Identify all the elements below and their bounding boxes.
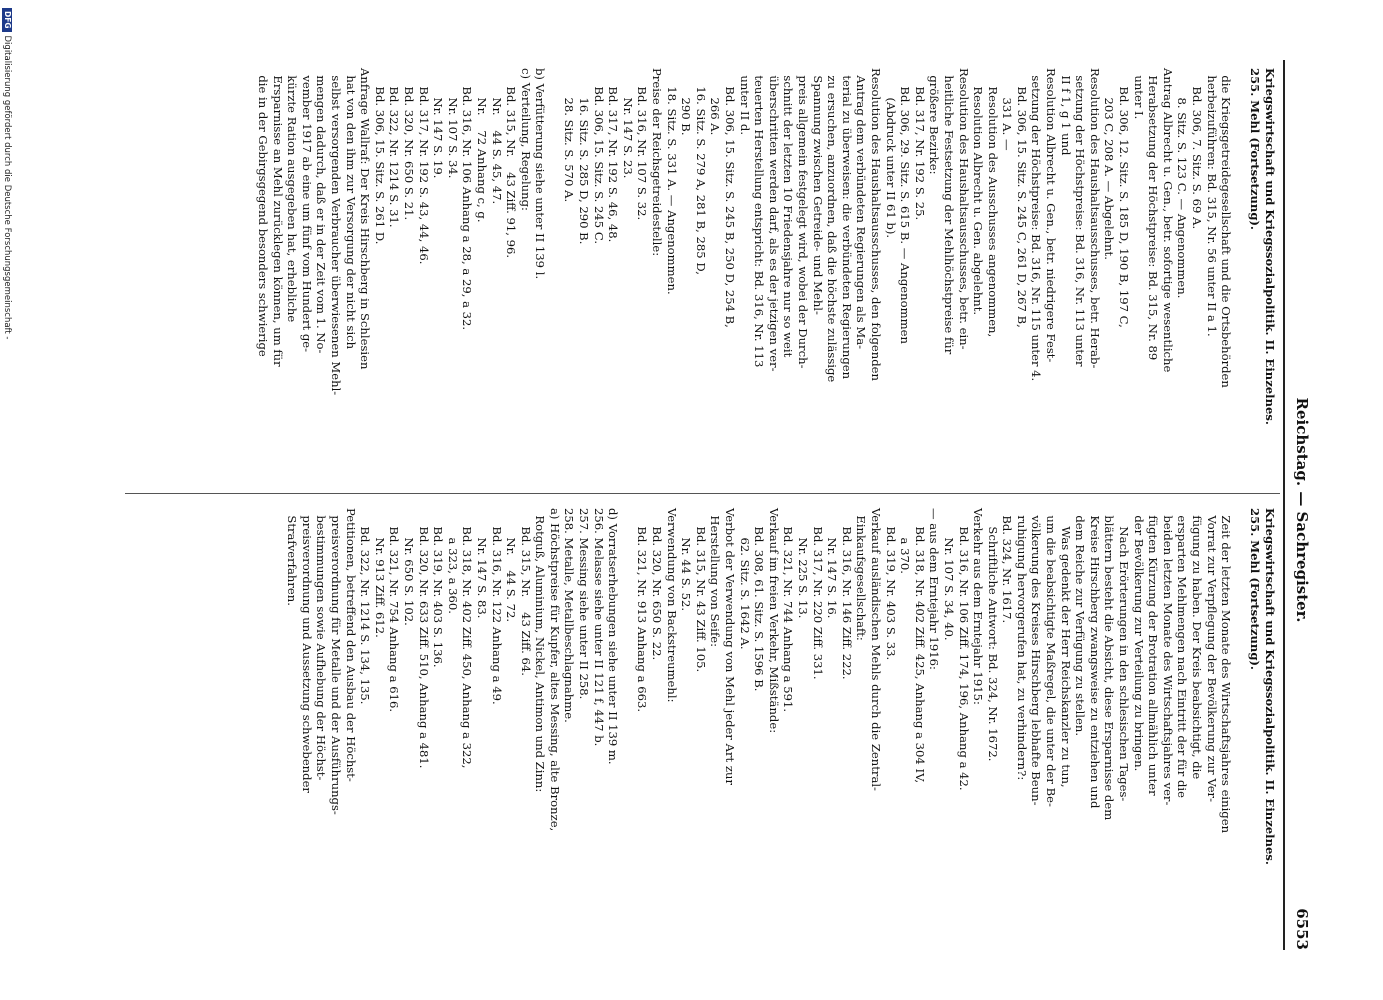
text-line: Verbot der Verwendung von Mehl jeder Art zur [723, 508, 738, 786]
text-line: preisverordnung und Aussetzung schwebender [299, 508, 314, 793]
text-line: Was gedenkt der Herr Reichskanzler zu tun, [1058, 508, 1073, 788]
text-line: 256. Melasse siehe unter II 121 f, 447 b. [591, 508, 606, 747]
text-line: Bd. 316, Nr. 146 Ziff. 222. [839, 508, 854, 680]
text-line: Kriegswirtschaft und Kriegssozialpolitik. II. Einzelnes. [1263, 68, 1277, 425]
text-line: Spannung zwischen Getreide- und Mehl- [810, 68, 825, 315]
text-line: Strafverfahren. [285, 508, 300, 606]
text-line: 258. Metalle, Metallbeschlagnahme. [562, 508, 577, 723]
text-line [1233, 68, 1248, 483]
text-line: Nr. 225 S. 13. [796, 508, 810, 619]
text-line: Preise der Reichsgetreidestelle: [650, 68, 665, 257]
text-line: — aus dem Erntejahr 1916: [927, 508, 942, 670]
text-line: Herstellung von Seife: [708, 508, 723, 648]
text-line: Bd. 316, Nr. 106 Anhang a 28, a 29, a 32. [460, 68, 475, 331]
text-line: herbeizuführen: Bd. 315, Nr. 56 unter II a 1. [1204, 68, 1219, 337]
text-line: 8. Sitz. S. 123 C. — Angenommen. [1175, 68, 1190, 299]
text-line: 255. Mehl (Fortsetzung). [1248, 68, 1263, 230]
text-line: ersparten Mehlmengen nach Eintritt der für die [1175, 508, 1190, 798]
text-line: völkerung des Kreises Hirschberg lebhafte Beun- [1029, 508, 1044, 806]
text-line: setzung der Höchstpreise: Bd. 316, Nr. 115 unter 4. [1029, 68, 1044, 382]
text-line: Nr. 107 S. 34, 40. [941, 508, 956, 641]
text-line: Anfrage Wallraf: Der Kreis Hirschberg in Schlesien [358, 68, 373, 370]
column-divider [125, 493, 1280, 494]
page-header [1287, 70, 1311, 950]
text-line: Bd. 321, Nr. 754 Anhang a 616. [387, 508, 402, 713]
text-line: Nr. 147 S. 23. [620, 68, 635, 179]
text-line: Kriegswirtschaft und Kriegssozialpolitik. II. Einzelnes. [1263, 508, 1277, 865]
text-line: Verkauf ausländischen Mehls durch die Zentral- [868, 508, 883, 791]
text-line: a 323, a 360. [445, 508, 460, 614]
text-line: Bd. 321, Nr. 744 Anhang a 591. [781, 508, 796, 713]
text-line: Bd. 322, Nr. 1214 S. 134, 135. [358, 508, 373, 705]
text-line: Nr. 44 S. 72. [504, 508, 519, 623]
text-line: kürzte Ration ausgegeben hat, erhebliche [285, 68, 300, 323]
text-line: Bd. 306, 15. Sitz. S. 245 C, 261 D, 267 B, [1014, 68, 1029, 328]
text-line: 16. Sitz. S. 285 D, 290 B. [577, 68, 592, 245]
text-line: Vorrat zur Verpflegung der Bevölkerung zur Ver- [1204, 508, 1219, 803]
text-line: Bd. 306, 29. Sitz. S. 615 B. — Angenommen [898, 68, 913, 344]
text-line: teuerten Herstellung entspricht: Bd. 316, Nr. 113 [752, 68, 767, 368]
text-line [1233, 508, 1248, 923]
text-line: a) Höchstpreise für Kupfer, altes Messing, alte Bronze, [547, 508, 562, 832]
text-line: Resolution des Haushaltsausschusses, betr. ein- [956, 68, 971, 350]
text-line: Bd. 319, Nr. 403 S. 136. [431, 508, 446, 668]
text-line: mengen dadurch, daß er in der Zeit vom 1. No- [314, 68, 329, 354]
header-rule [1283, 60, 1285, 950]
text-line: bestimmungen sowie Aufhebung der Höchst- [314, 508, 329, 781]
text-line: Kreise Hirschberg zwangsweise zu entziehen und [1087, 508, 1102, 809]
text-line: heitliche Festsetzung der Mehlhöchstpreise für [941, 68, 956, 355]
text-line: 62. Sitz. S. 1642 A. [737, 508, 752, 650]
text-line: Bd. 317, Nr. 192 S. 46, 48. [606, 68, 621, 243]
text-line: Nr. 913 Ziff. 612. [372, 508, 387, 638]
text-line: beiden letzten Monate des Wirtschaftsjahres ver- [1160, 508, 1175, 806]
text-line: Bd. 315, Nr. 43 Ziff. 105. [693, 508, 708, 673]
text-line: Bd. 317, Nr. 192 S. 25. [912, 68, 927, 221]
text-line [547, 68, 562, 483]
text-line: Antrag dem verbündeten Regierungen als Ma- [854, 68, 869, 350]
text-line: preisverordnung für Metalle und der Ausführungs- [329, 508, 343, 815]
text-line: Verwendung von Backstreumehl: [664, 508, 679, 703]
text-line: hat von den ihm zur Versorgung der nicht sich [343, 68, 358, 350]
text-line: unter I. [1131, 68, 1146, 120]
running-title: Reichstag. — Sachregister. [1293, 397, 1311, 623]
text-line: Schriftliche Antwort: Bd. 324, Nr. 1672. [985, 508, 1000, 762]
text-line: (Abdruck unter II 61 b). [883, 68, 898, 239]
text-line: Petitionen, betreffend den Ausbau der Höchst- [343, 508, 358, 782]
text-line: 266 A. [708, 68, 723, 136]
text-line: Zeit der letzten Monate des Wirtschaftsjahres einigen [1219, 508, 1234, 834]
text-line: Bd. 306, 12. Sitz. S. 185 D, 190 B, 197 C, [1117, 68, 1132, 328]
text-line: zu ersuchen, anzuordnen, daß die höchste zulässige [825, 68, 840, 383]
text-line: d) Vorratserhebungen siehe unter II 139 m. [606, 508, 621, 765]
text-line: Rotguß, Aluminium, Nickel, Antimon und Zinn: [533, 508, 548, 793]
text-line: Bd. 316, Nr. 106 Ziff. 174, 196, Anhang a 42. [956, 508, 971, 791]
text-line: der Bevölkerung zur Verteilung zu bringen. [1131, 508, 1146, 772]
dfg-logo: DFG [3, 8, 13, 32]
text-line: Ersparnisse an Mehl zurücklegen können, um für [270, 68, 285, 367]
text-line: um die beabsichtigte Maßregel, die unter der Be- [1044, 508, 1059, 807]
text-line: selbst versorgenden Verbraucher überwiesenen Mehl- [329, 68, 343, 396]
text-line: 290 B. [679, 68, 694, 136]
text-line: Resolution Albrecht u. Gen., betr. niedrigere Fest- [1044, 68, 1059, 363]
text-line: Bd. 315, Nr. 43 Ziff. 64. [518, 508, 533, 676]
text-line: 255. Mehl (Fortsetzung). [1248, 508, 1263, 670]
text-line: Nr. 147 S. 16. [825, 508, 840, 619]
page-number: 6553 [1293, 908, 1311, 950]
text-line: schnitt der letzten 10 Friedensjahre nur so weit [781, 68, 796, 358]
text-line: Resolution des Ausschusses angenommen, [985, 68, 1000, 338]
text-line: a 370. [898, 508, 913, 574]
text-line: Bd. 308, 61. Sitz. S. 1596 B. [752, 508, 767, 692]
text-line: b) Verfütterung siehe unter II 139 l. [533, 68, 548, 280]
text-line: die in der Gebirgsgegend besonders schwierige [256, 68, 271, 357]
right-column [285, 508, 1277, 923]
text-line: setzung der Höchstpreise: Bd. 316, Nr. 113 unter [1073, 68, 1088, 367]
text-line: Nr. 72 Anhang c, g. [474, 68, 489, 223]
text-line: Bd. 315, Nr. 43 Ziff. 91, 96. [504, 68, 519, 259]
text-line: 257. Messing siehe unter II 258. [577, 508, 592, 700]
text-line: 28. Sitz. S. 570 A. [562, 68, 577, 203]
text-line: c) Verteilung, Regelung: [518, 68, 533, 211]
text-line: Bd. 316, Nr. 122 Anhang a 49. [489, 508, 504, 705]
text-line: Nr. 44 S. 45, 47. [489, 68, 504, 205]
text-line [620, 508, 635, 923]
text-line: Bd. 321, Nr. 913 Anhang a 663. [635, 508, 650, 713]
text-line: Nr. 44 S. 52. [679, 508, 694, 612]
text-line: Nr. 107 S. 34. [445, 68, 460, 179]
text-line: Bd. 306, 15. Sitz. S. 245 B, 250 D, 254 B, [723, 68, 738, 328]
text-line: ruhigung hervorgerufen hat, zu verhindern?: [1014, 508, 1029, 781]
text-line: Resolution des Haushaltsausschusses, betr. Herab- [1087, 68, 1102, 369]
text-line: 331 A. — [1000, 68, 1015, 151]
text-line: 16. Sitz. S. 279 A, 281 B, 285 D, [693, 68, 708, 275]
text-line: Nr. 147 S. 19. [431, 68, 446, 179]
text-line: Einkaufsgesellschaft: [854, 508, 869, 641]
text-line: fügten Kürzung der Brotration allmählich unter [1146, 508, 1161, 796]
text-line: Verkehr aus dem Erntejahr 1915: [971, 508, 986, 705]
text-line: Resolution Albrecht u. Gen. abgelehnt. [971, 68, 986, 316]
text-line: Bd. 320, Nr. 650 S. 22. [650, 508, 665, 661]
digitization-footer [2, 0, 13, 1000]
text-line: vember 1917 ab eine um fünf vom Hundert ge- [299, 68, 314, 353]
left-column [255, 68, 1277, 483]
text-line: Bd. 317, Nr. 220 Ziff. 331. [810, 508, 825, 680]
text-line: Bd. 322, Nr. 1214 S. 31. [387, 68, 402, 228]
text-line: Nr. 650 S. 102. [401, 508, 416, 626]
text-line: Bd. 306, 15. Sitz. S. 261 D. [372, 68, 387, 245]
text-line: Nr. 147 S. 83. [474, 508, 489, 619]
text-line: Bd. 318, Nr. 402 Ziff. 450, Anhang a 322, [460, 508, 475, 769]
text-line: Bd. 320, Nr. 650 S. 21. [401, 68, 416, 221]
text-line: fügung zu haben. Der Kreis beabsichtigt, die [1190, 508, 1205, 780]
text-line: Bd. 306, 7. Sitz. S. 69 A. [1190, 68, 1205, 230]
text-line: blättern besteht die Absicht, diese Ersparnisse dem [1102, 508, 1117, 821]
text-line: unter II d. [737, 68, 752, 136]
text-line: terial zu überweisen: die verbündeten Regierungen [839, 68, 854, 380]
text-line: preis allgemein festgelegt wird, wobei der Durch- [796, 68, 810, 369]
text-line: Resolution des Haushaltsausschusses, den folgenden [868, 68, 883, 381]
text-line: Herabsetzung der Höchstpreise: Bd. 315, Nr. 89 [1146, 68, 1161, 361]
text-line: dem Reiche zur Verfügung zu stellen. [1073, 508, 1088, 737]
text-line: Bd. 316, Nr. 107 S. 32. [635, 68, 650, 221]
text-line: Nach Erörterungen in den schlesischen Tages- [1117, 508, 1132, 802]
footer-text: Digitalisierung gefördert durch die Deutsche Forschungsgemeinschaft - [2, 35, 13, 340]
text-line: 203 C, 208 A. — Abgelehnt. [1102, 68, 1117, 260]
text-line: Bd. 317, Nr. 192 S. 43, 44, 46. [416, 68, 431, 265]
text-line: die Kriegsgetreidegesellschaft und die Ortsbehörden [1219, 68, 1234, 388]
text-line: Bd. 320, Nr. 633 Ziff. 510, Anhang a 481. [416, 508, 431, 769]
text-line: Bd. 306, 15. Sitz. S. 245 C. [591, 68, 606, 245]
text-line: II f 1, g 1 und [1058, 68, 1073, 156]
text-line: größere Bezirke: [927, 68, 942, 175]
text-line: Verkauf im freien Verkehr, Mißstände: [766, 508, 781, 734]
text-line: Antrag Albrecht u. Gen., betr. sofortige wesentliche [1160, 68, 1175, 373]
text-line: Bd. 319, Nr. 403 S. 33. [883, 508, 898, 661]
text-line: 18. Sitz. S. 331 A. — Angenommen. [664, 68, 679, 295]
text-line: Bd. 324, Nr. 1617. [1000, 508, 1015, 624]
text-line: Bd. 318, Nr. 402 Ziff. 425, Anhang a 304 IV, [912, 508, 927, 784]
text-line: überschritten werden darf, als es der jetzigen ver- [766, 68, 781, 372]
